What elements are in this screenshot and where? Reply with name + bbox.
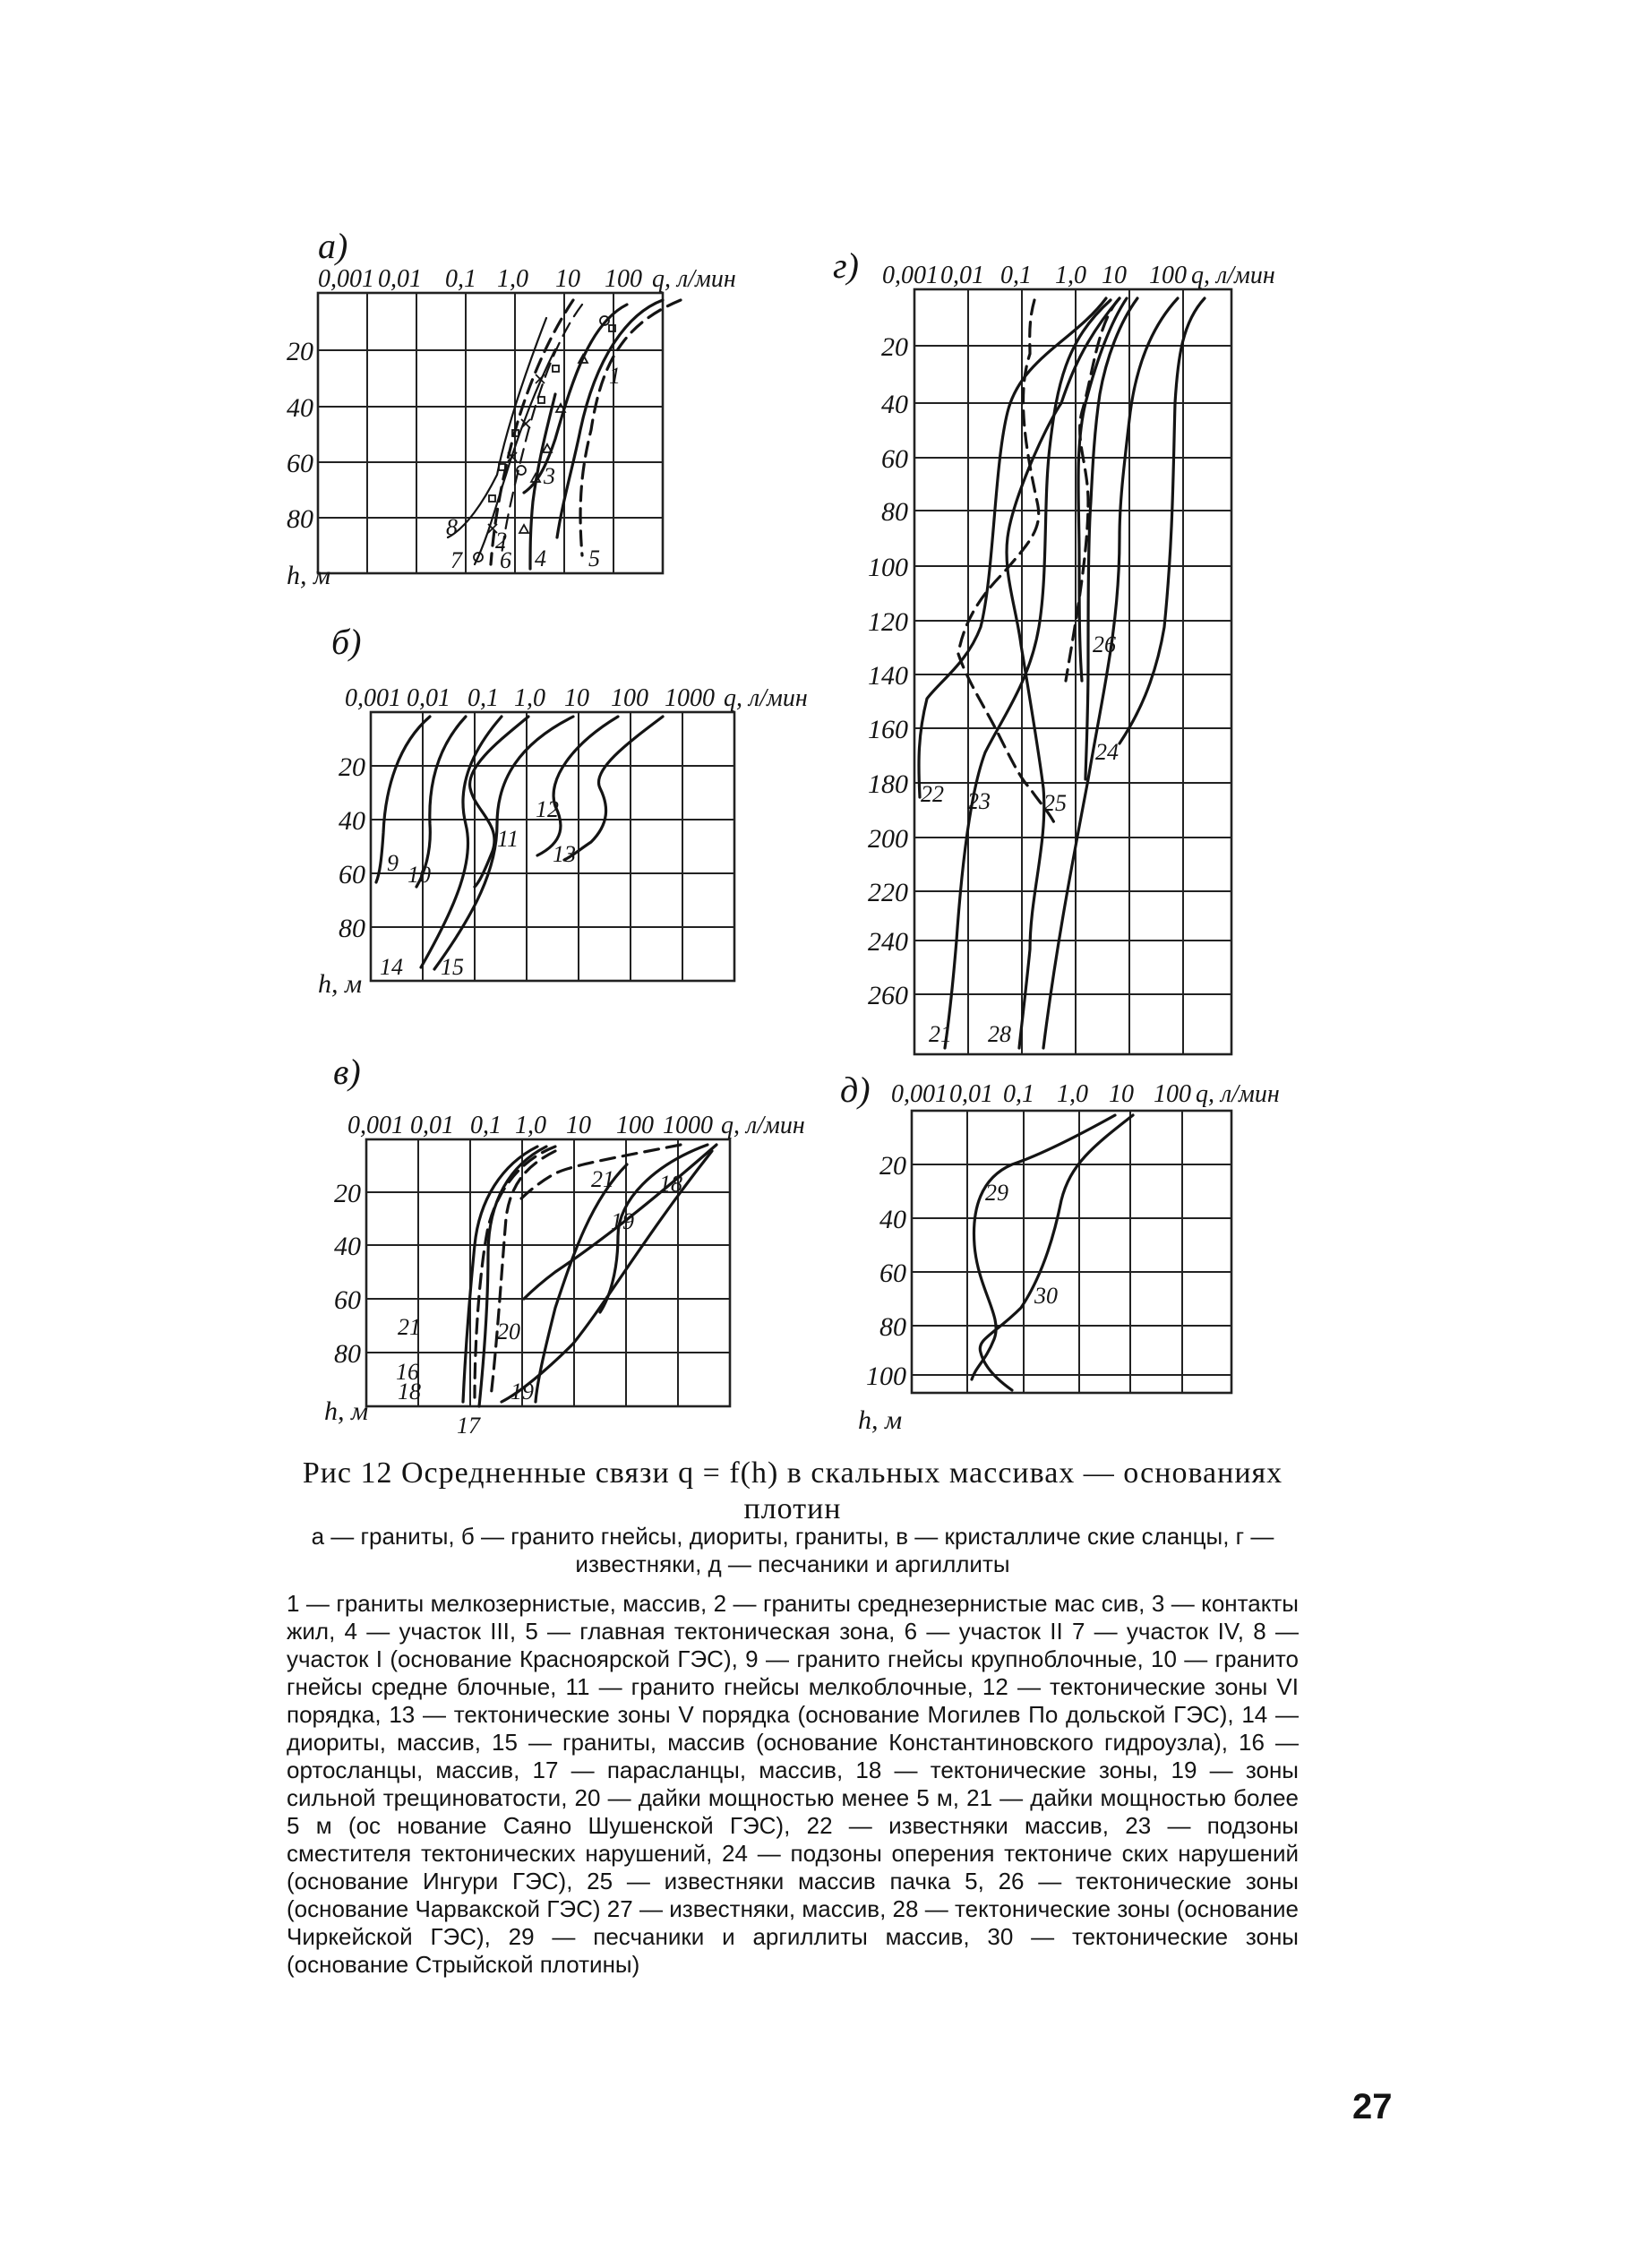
y-tick-label: 20 (334, 1179, 361, 1208)
x-unit-label: q, л/мин (652, 265, 736, 293)
x-tick-label: 100 (611, 684, 648, 712)
y-tick-label: 80 (287, 504, 313, 534)
curve-label: 2 (495, 528, 507, 554)
y-tick-label: 60 (334, 1285, 361, 1315)
figure-caption-legend: 1 — граниты мелкозернистые, массив, 2 — граниты среднезернистые мас сив, 3 — контакты жил, 4 — участок III, 5 — главная тектоническая зона, 6 — участок II 7 — участок IV, 8 — участок I (основание Красноярской ГЭС), 9 — гранито гнейсы крупноблочные, 10 — гранито гнейсы средне блочные, 11 — гранито гнейсы мелкоблочные, 12 — тектонические зоны VI порядка, 13 — тектонические зоны V порядка (основание Могилев По дольской ГЭС), 14 — диориты, массив, 15 — граниты, массив (основание Константиновского гидроузла), 16 — ортосланцы, массив, 17 — парасланцы, массив, 18 — тектонические зоны, 19 — зоны сильной трещиноватости, 20 — дайки мощностью менее 5 м, 21 — дайки мощностью более 5 м (ос нование Саяно Шушенской ГЭС), 22 — известняки массив, 23 — подзоны сместителя тектонических нарушений, 24 — подзоны оперения тектониче ских нарушений (основание Ингури ГЭС), 25 — известняки массив пачка 5, 26 — тектонические зоны (основание Чарвакской ГЭС) 27 — известняки, массив, 28 — тектонические зоны (основание Чиркейской ГЭС), 29 — песчаники и аргиллиты массив, 30 — тектонические зоны (основание Стрыйской плотины) (287, 1590, 1299, 1978)
panel-v-curve-labels (396, 1166, 682, 1439)
x-tick-label: 0,001 (891, 1080, 948, 1108)
x-tick-label: 0,001 (318, 265, 374, 293)
y-tick-label: 100 (868, 553, 908, 582)
x-tick-label: 1,0 (1057, 1080, 1088, 1108)
curve-label: 29 (985, 1180, 1008, 1206)
panel-g-y-ticks (868, 332, 908, 1010)
curve-label: 20 (497, 1319, 520, 1344)
curve-label: 17 (457, 1413, 480, 1439)
panel-d-curves (972, 1115, 1133, 1390)
x-tick-label: 0,1 (1003, 1080, 1034, 1108)
curve-label: 30 (1034, 1283, 1058, 1309)
x-tick-label: 1,0 (1055, 262, 1086, 289)
panel-g-curves (919, 298, 1205, 1048)
panel-d-x-ticks (891, 1080, 1280, 1108)
x-tick-label: 0,1 (468, 684, 499, 712)
curve-17 (479, 1147, 546, 1406)
y-tick-label: 60 (287, 449, 313, 478)
curve-30 (980, 1115, 1133, 1390)
x-tick-label: 0,01 (378, 265, 422, 293)
y-tick-label: 260 (868, 981, 908, 1010)
x-unit-label: q, л/мин (1191, 262, 1275, 289)
curve-label: 24 (1095, 739, 1119, 765)
curve-label: 14 (380, 954, 403, 980)
x-tick-label: 100 (1149, 262, 1187, 289)
page-number: 27 (1352, 2087, 1393, 2126)
curve-29 (972, 1115, 1115, 1379)
panel-v-x-ticks (347, 1112, 805, 1139)
curve-label: 28 (988, 1021, 1011, 1047)
curve-label: 18 (659, 1171, 682, 1197)
curve-label: 6 (500, 547, 511, 573)
curve-label: 21 (929, 1021, 952, 1047)
figure-caption-title: Рис 12 Осредненные связи q = f(h) в скальных массивах — основаниях плотин (302, 1456, 1283, 1525)
x-tick-label: 10 (555, 265, 580, 293)
panel-a-letter: а) (318, 226, 348, 266)
curve-label: 7 (450, 547, 462, 573)
y-tick-label: 140 (868, 661, 908, 691)
panel-d-y-ticks (866, 1151, 906, 1391)
panel-d-curve-labels (985, 1180, 1058, 1309)
y-tick-label: 40 (287, 393, 313, 423)
x-tick-label: 10 (566, 1112, 591, 1139)
y-tick-label: 20 (287, 337, 313, 366)
y-tick-label: 20 (339, 752, 365, 782)
y-tick-label: 40 (879, 1205, 906, 1234)
panel-b-letter: б) (331, 622, 362, 662)
curve-label: 18 (398, 1379, 421, 1405)
panel-b (318, 622, 808, 999)
x-tick-label: 1000 (665, 684, 715, 712)
curve-1 (557, 300, 663, 537)
y-tick-label: 80 (881, 497, 908, 527)
curve-label: 19 (611, 1208, 634, 1234)
curve-label: 5 (588, 546, 600, 571)
y-tick-label: 220 (868, 878, 908, 907)
panel-b-x-ticks (345, 684, 808, 712)
figure-caption-subtitle: а — граниты, б — гранито гнейсы, диориты, граниты, в — кристалличе ские сланцы, г — известняки, д — песчаники и аргиллиты (311, 1523, 1274, 1577)
y-tick-label: 20 (879, 1151, 906, 1181)
panel-b-curves (376, 717, 663, 969)
panel-g-letter: г) (833, 245, 859, 286)
curve-27 (1043, 298, 1178, 1048)
y-tick-label: 120 (868, 607, 908, 637)
panel-g-x-ticks (882, 262, 1275, 289)
panel-a (287, 226, 736, 590)
y-tick-label: 240 (868, 927, 908, 957)
curve-label: 21 (398, 1314, 421, 1340)
x-tick-label: 10 (1102, 262, 1127, 289)
curve-label: 13 (553, 841, 576, 867)
x-tick-label: 100 (605, 265, 642, 293)
panel-v-y-ticks (334, 1179, 361, 1369)
y-tick-label: 80 (334, 1339, 361, 1369)
curve-label: 3 (544, 463, 555, 489)
y-tick-label: 60 (339, 860, 365, 889)
y-tick-label: 60 (881, 444, 908, 474)
y-tick-label: 160 (868, 715, 908, 744)
panel-d-frame (912, 1111, 1231, 1393)
panel-b-curve-labels (380, 796, 576, 980)
y-tick-label: 20 (881, 332, 908, 362)
panel-d (840, 1070, 1280, 1435)
y-tick-label: 100 (866, 1362, 906, 1391)
y-tick-label: 40 (339, 806, 365, 836)
x-tick-label: 10 (564, 684, 589, 712)
panel-a-x-ticks (318, 265, 736, 293)
curve-label: 4 (535, 546, 546, 571)
curve-label: 1 (609, 363, 621, 389)
y-unit-label: h, м (287, 561, 331, 590)
y-tick-label: 200 (868, 824, 908, 854)
panel-d-grid (912, 1111, 1231, 1393)
x-tick-label: 10 (1109, 1080, 1134, 1108)
panel-a-curve-labels (446, 363, 621, 573)
curve-label: 22 (921, 781, 944, 807)
x-tick-label: 0,01 (410, 1112, 454, 1139)
curve-label: 12 (536, 796, 559, 822)
x-tick-label: 0,01 (949, 1080, 993, 1108)
x-tick-label: 0,1 (445, 265, 476, 293)
curve-label: 21 (591, 1166, 614, 1192)
curve-label: 26 (1093, 631, 1116, 657)
curve-label: 15 (441, 954, 464, 980)
panel-g (833, 245, 1275, 1054)
curve-label: 23 (967, 788, 991, 814)
x-tick-label: 1,0 (497, 265, 528, 293)
panel-v (324, 1052, 805, 1439)
x-unit-label: q, л/мин (724, 684, 808, 712)
curve-label: 25 (1043, 790, 1067, 816)
curve-26b (1120, 298, 1205, 743)
x-tick-label: 0,001 (345, 684, 401, 712)
curve-26 (1078, 298, 1127, 681)
x-tick-label: 1,0 (514, 684, 545, 712)
y-unit-label: h, м (858, 1405, 903, 1435)
x-tick-label: 0,01 (407, 684, 450, 712)
y-tick-label: 80 (339, 914, 365, 943)
y-tick-label: 40 (334, 1232, 361, 1261)
x-tick-label: 100 (1154, 1080, 1191, 1108)
y-tick-label: 180 (868, 769, 908, 799)
y-unit-label: h, м (318, 969, 363, 999)
x-unit-label: q, л/мин (721, 1112, 805, 1139)
x-tick-label: 0,01 (940, 262, 984, 289)
x-tick-label: 0,001 (347, 1112, 404, 1139)
curve-label: 10 (408, 862, 431, 888)
x-tick-label: 1,0 (515, 1112, 546, 1139)
x-tick-label: 1000 (663, 1112, 713, 1139)
x-tick-label: 100 (616, 1112, 654, 1139)
y-tick-label: 80 (879, 1312, 906, 1342)
panel-b-y-ticks (339, 752, 365, 943)
x-unit-label: q, л/мин (1196, 1080, 1280, 1108)
y-tick-label: 60 (879, 1259, 906, 1288)
curve-label: 8 (446, 514, 458, 540)
curve-label: 9 (387, 850, 399, 876)
curve-label: 11 (497, 826, 519, 852)
curve-label: 16 (396, 1359, 419, 1385)
panel-v-letter: в) (333, 1052, 361, 1092)
panel-g-grid (914, 289, 1231, 1054)
y-tick-label: 40 (881, 390, 908, 419)
x-tick-label: 0,1 (1000, 262, 1032, 289)
y-unit-label: h, м (324, 1396, 369, 1426)
panel-d-letter: д) (840, 1070, 871, 1110)
curve-label: 19 (510, 1379, 534, 1405)
x-tick-label: 0,001 (882, 262, 939, 289)
panel-a-y-ticks (287, 337, 313, 534)
x-tick-label: 0,1 (470, 1112, 502, 1139)
